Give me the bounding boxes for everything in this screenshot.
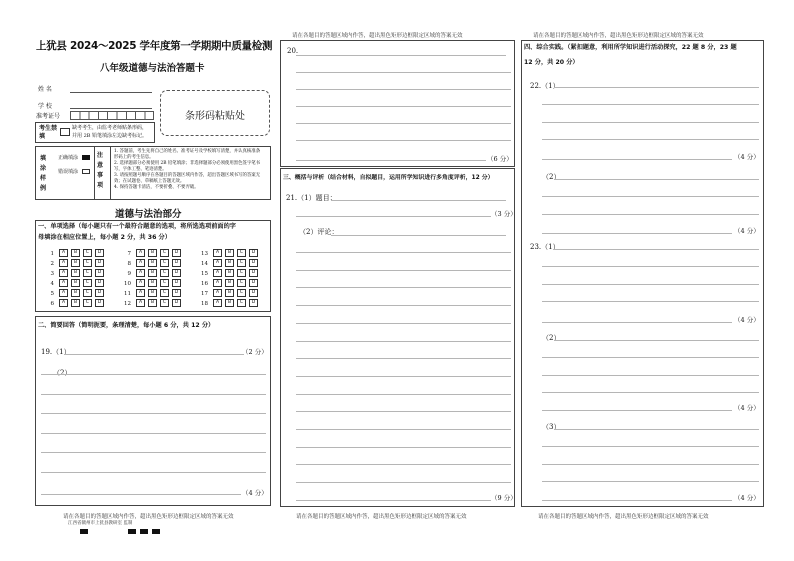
mc-question-number: 14 (201, 260, 208, 267)
mc-question-number: 8 (127, 260, 131, 267)
mc-question-row (121, 289, 181, 298)
q23-3-points: （4 分） (734, 494, 760, 502)
attention-label: 注意事项 (97, 152, 104, 189)
mc-option-bubble[interactable]: A (59, 279, 68, 287)
mc-option-bubble[interactable]: B (148, 249, 157, 257)
q23-1-label: 23.（1） (530, 243, 560, 251)
answer-line[interactable] (542, 139, 759, 140)
mc-option-bubble[interactable]: D (249, 299, 258, 307)
mc-question-row (198, 279, 258, 288)
top-warning-col3: 请在各题目的答题区域内作答，超出黑色矩形边框限定区域的答案无效 (533, 33, 704, 39)
mc-question-row (198, 249, 258, 258)
q20-label: 20. (287, 47, 299, 55)
section3-box (280, 168, 515, 507)
mc-option-bubble[interactable]: D (95, 259, 104, 267)
answer-line[interactable] (296, 287, 511, 288)
answer-line[interactable] (542, 410, 732, 411)
q19-1-points: （2 分） (242, 348, 268, 356)
barcode-text: 条形码粘贴处 (185, 111, 245, 122)
answer-line[interactable] (296, 323, 511, 324)
answer-line[interactable] (296, 123, 511, 124)
mc-option-bubble[interactable]: C (237, 289, 246, 297)
mc-option-bubble[interactable]: B (71, 259, 80, 267)
answer-line[interactable] (542, 464, 759, 465)
mc-option-bubble[interactable]: C (160, 279, 169, 287)
mc-question-number: 15 (201, 270, 208, 277)
section2-title: 二、简要回答（简明扼要，条理清楚，每小题 6 分，共 12 分） (38, 322, 215, 329)
section4-box (521, 40, 764, 507)
attention-item: 2. 选择题部分必须使用 2B 铅笔填涂；非选择题部分必须使用黑色签字笔书写，字体工整、笔迹清楚。 (114, 161, 261, 172)
mc-option-bubble[interactable]: D (172, 249, 181, 257)
answer-line[interactable] (41, 413, 266, 414)
footer-warning-col2: 请在各题目的答题区域内作答，超出黑色矩形边框限定区域的答案无效 (296, 514, 467, 520)
mc-question-row (121, 299, 181, 308)
mc-option-bubble[interactable]: B (225, 289, 234, 297)
answer-line[interactable] (542, 392, 759, 393)
answer-line[interactable] (296, 358, 511, 359)
q21-1-label: 21.（1）题目： (286, 194, 337, 202)
absent-mark-box[interactable] (60, 128, 70, 136)
answer-line[interactable] (41, 472, 266, 473)
q22-1-label: 22.（1） (530, 82, 560, 90)
answer-line[interactable] (542, 214, 759, 215)
mc-option-bubble[interactable]: C (237, 279, 246, 287)
exam-notice-text-1: 缺考考生，由监考老师贴条形码， (72, 125, 148, 131)
answer-line[interactable] (296, 106, 511, 107)
mc-option-bubble[interactable]: A (136, 259, 145, 267)
attention-item: 3. 请按照题号顺序在各题目的答题区域内作答，超出答题区域书写的答案无效；在试题卷、草稿纸上答题无效。 (114, 173, 261, 184)
mc-option-bubble[interactable]: D (95, 279, 104, 287)
timing-mark (152, 529, 160, 534)
mc-question-row (44, 299, 104, 308)
answer-line[interactable] (296, 464, 511, 465)
answer-line[interactable] (331, 235, 506, 236)
name-field[interactable] (70, 92, 152, 93)
mc-question-row (121, 279, 181, 288)
mc-question-row (44, 289, 104, 298)
mc-option-bubble[interactable]: C (237, 299, 246, 307)
exam-subtitle: 八年级道德与法治答题卡 (100, 63, 205, 74)
answer-line[interactable] (296, 252, 511, 253)
mc-option-bubble[interactable]: D (172, 259, 181, 267)
answer-line[interactable] (41, 494, 241, 495)
answer-line[interactable] (542, 233, 732, 234)
exam-notice-text-2: 并用 2B 铅笔填涂左边缺考标记。 (72, 133, 148, 139)
mc-question-number: 9 (127, 270, 131, 277)
mc-option-bubble[interactable]: D (249, 289, 258, 297)
footer-warning: 请在各题目的答题区域内作答，超出黑色矩形边框限定区域的答案无效 (63, 514, 234, 520)
answer-line[interactable] (542, 301, 759, 302)
q21-2-points: （9 分） (491, 494, 517, 502)
mc-option-bubble[interactable]: A (136, 269, 145, 277)
name-label: 姓 名 (38, 86, 52, 93)
mc-question-row (44, 279, 104, 288)
mc-option-bubble[interactable]: A (59, 259, 68, 267)
mc-question-number: 6 (50, 300, 54, 307)
fill-correct-sample (82, 155, 90, 160)
barcode-area (160, 90, 270, 136)
mc-option-bubble[interactable]: D (172, 269, 181, 277)
mc-option-bubble[interactable]: C (83, 249, 92, 257)
answer-line[interactable] (554, 249, 759, 250)
mc-question-row (121, 269, 181, 278)
answer-line[interactable] (296, 447, 511, 448)
section1-title-1: 一、单项选择（每小题只有一个最符合题意的选项，将所选选项前面的字 (38, 223, 236, 230)
q22-1-points: （4 分） (734, 153, 760, 161)
mc-option-bubble[interactable]: C (160, 289, 169, 297)
answer-line[interactable] (542, 500, 732, 501)
mc-question-number: 18 (201, 300, 208, 307)
mc-option-bubble[interactable]: B (225, 259, 234, 267)
instructions-box (35, 146, 271, 200)
mc-option-bubble[interactable]: D (249, 259, 258, 267)
answer-line[interactable] (542, 266, 759, 267)
mc-option-bubble[interactable]: B (148, 259, 157, 267)
mc-option-bubble[interactable]: C (237, 269, 246, 277)
mc-option-bubble[interactable]: B (148, 299, 157, 307)
mc-question-row (44, 269, 104, 278)
q22-2-label: （2） (542, 173, 561, 181)
ticket-number-boxes[interactable] (70, 111, 154, 120)
fill-wrong-label: 错误填涂 (58, 169, 79, 175)
mc-option-bubble[interactable]: D (172, 289, 181, 297)
answer-line[interactable] (554, 87, 759, 88)
mc-option-bubble[interactable]: D (249, 249, 258, 257)
mc-question-row (198, 259, 258, 268)
mc-option-bubble[interactable]: A (59, 269, 68, 277)
mc-option-bubble[interactable]: B (71, 279, 80, 287)
fill-wrong-sample (82, 169, 90, 174)
mc-question-number: 10 (124, 280, 131, 287)
mc-option-bubble[interactable]: D (95, 249, 104, 257)
top-warning-col2: 请在各题目的答题区域内作答，超出黑色矩形边框限定区域的答案无效 (292, 33, 463, 39)
answer-line[interactable] (542, 159, 732, 160)
answer-line[interactable] (554, 340, 759, 341)
mc-option-bubble[interactable]: A (136, 249, 145, 257)
answer-line[interactable] (296, 72, 511, 73)
answer-line[interactable] (296, 341, 511, 342)
mc-question-number: 11 (124, 290, 131, 297)
mc-option-bubble[interactable]: C (160, 299, 169, 307)
answer-line[interactable] (542, 375, 759, 376)
timing-mark (128, 529, 136, 534)
section1-title-2: 母填涂在相应位置上，每小题 2 分，共 36 分） (38, 234, 171, 241)
answer-line[interactable] (296, 500, 491, 501)
mc-question-number: 17 (201, 290, 208, 297)
answer-line[interactable] (542, 322, 732, 323)
mc-question-number: 1 (50, 250, 54, 257)
mc-option-bubble[interactable]: D (95, 289, 104, 297)
answer-line[interactable] (542, 284, 759, 285)
answer-line[interactable] (296, 429, 511, 430)
fill-sample-label: 填涂样例 (40, 155, 47, 192)
timing-mark (80, 529, 88, 534)
mc-option-bubble[interactable]: A (59, 299, 68, 307)
mc-question-number: 5 (50, 290, 54, 297)
answer-line[interactable] (554, 429, 759, 430)
exam-notice-box (35, 122, 155, 143)
section3-title: 三、概括与评析（结合材料，自拟题目，运用所学知识进行多角度评析，12 分） (283, 175, 494, 181)
mc-option-bubble[interactable]: B (225, 249, 234, 257)
mc-question-number: 7 (127, 250, 131, 257)
mc-question-number: 3 (50, 270, 54, 277)
answer-line[interactable] (554, 179, 759, 180)
mc-option-bubble[interactable]: C (83, 279, 92, 287)
school-field[interactable] (70, 108, 152, 109)
q23-2-points: （4 分） (734, 404, 760, 412)
answer-line[interactable] (542, 357, 759, 358)
answer-line[interactable] (542, 196, 759, 197)
mc-option-bubble[interactable]: A (213, 259, 222, 267)
mc-option-bubble[interactable]: B (71, 289, 80, 297)
q19-1-label: 19.（1） (41, 348, 71, 356)
answer-line[interactable] (41, 433, 266, 434)
answer-line[interactable] (41, 374, 266, 375)
mc-option-bubble[interactable]: C (237, 259, 246, 267)
attention-item: 1. 答题前，考生先将自己的姓名、准考证号及学校填写清楚，并认真核准条形码上的考生信息。 (114, 149, 261, 160)
mc-option-bubble[interactable]: B (71, 269, 80, 277)
answer-line[interactable] (64, 354, 244, 355)
mc-option-bubble[interactable]: C (83, 269, 92, 277)
mc-option-bubble[interactable]: B (225, 299, 234, 307)
mc-option-bubble[interactable]: D (95, 269, 104, 277)
section4-title-1: 四、综合实践。（紧扣题意，利用所学知识进行活动探究，22 题 8 分，23 题 (524, 44, 737, 51)
mc-question-number: 12 (124, 300, 131, 307)
ticket-label: 准考证号 (36, 113, 61, 120)
mc-option-bubble[interactable]: A (136, 289, 145, 297)
mc-option-bubble[interactable]: B (71, 249, 80, 257)
answer-line[interactable] (296, 140, 511, 141)
q20-points: （6 分） (487, 155, 513, 163)
exam-notice-label: 考生禁填 (39, 125, 58, 140)
mc-option-bubble[interactable]: C (83, 289, 92, 297)
mc-question-row (44, 249, 104, 258)
mc-option-bubble[interactable]: D (95, 299, 104, 307)
section2-box (35, 316, 271, 506)
mc-option-bubble[interactable]: C (83, 299, 92, 307)
mc-question-row (198, 269, 258, 278)
mc-question-row (198, 289, 258, 298)
mc-option-bubble[interactable]: C (160, 259, 169, 267)
fill-correct-label: 正确填涂 (58, 155, 79, 161)
mc-option-bubble[interactable]: A (136, 279, 145, 287)
answer-line[interactable] (296, 216, 491, 217)
exam-title: 上犹县 2024～2025 学年度第一学期期中质量检测 (36, 40, 273, 52)
mc-option-bubble[interactable]: B (148, 289, 157, 297)
q22-2-points: （4 分） (734, 227, 760, 235)
footer-warning-col3: 请在各题目的答题区域内作答，超出黑色矩形边框限定区域的答案无效 (538, 514, 709, 520)
q23-3-label: （3） (542, 423, 561, 431)
mc-option-bubble[interactable]: A (213, 299, 222, 307)
mc-option-bubble[interactable]: C (160, 249, 169, 257)
mc-question-row (121, 249, 181, 258)
school-label: 学 校 (38, 103, 52, 110)
mc-option-bubble[interactable]: D (172, 299, 181, 307)
answer-line[interactable] (296, 411, 511, 412)
mc-option-bubble[interactable]: B (148, 269, 157, 277)
mc-option-bubble[interactable]: A (59, 289, 68, 297)
answer-line[interactable] (296, 376, 511, 377)
timing-mark (140, 529, 148, 534)
mc-option-bubble[interactable]: D (172, 279, 181, 287)
q23-2-label: （2） (542, 334, 561, 342)
part-title: 道德与法治部分 (115, 209, 182, 220)
mc-option-bubble[interactable]: B (225, 269, 234, 277)
q19-2-label: （2） (53, 369, 72, 377)
answer-line[interactable] (542, 122, 759, 123)
answer-line[interactable] (296, 270, 511, 271)
mc-option-bubble[interactable]: C (83, 259, 92, 267)
attention-divider (110, 147, 111, 199)
mc-option-bubble[interactable]: A (213, 279, 222, 287)
section1-box (35, 220, 271, 312)
mc-option-bubble[interactable]: B (225, 279, 234, 287)
mc-question-number: 2 (50, 260, 54, 267)
q21-1-points: （3 分） (491, 210, 517, 218)
mc-option-bubble[interactable]: A (213, 289, 222, 297)
answer-line[interactable] (542, 446, 759, 447)
mc-option-bubble[interactable]: A (59, 249, 68, 257)
q19-2-points: （4 分） (242, 489, 268, 497)
answer-line[interactable] (41, 394, 266, 395)
answer-line[interactable] (296, 55, 506, 56)
answer-line[interactable] (296, 305, 511, 306)
answer-line[interactable] (41, 452, 266, 453)
mc-option-bubble[interactable]: A (213, 249, 222, 257)
publisher: 江西省赣州市上犹县教研室 监制 (68, 521, 133, 526)
answer-line[interactable] (296, 482, 511, 483)
q21-2-label: （2）评论： (299, 228, 339, 236)
mc-option-bubble[interactable]: B (71, 299, 80, 307)
answer-line[interactable] (331, 200, 506, 201)
q20-box (280, 40, 515, 167)
mc-question-number: 13 (201, 250, 208, 257)
mc-option-bubble[interactable]: D (249, 279, 258, 287)
answer-line[interactable] (542, 104, 759, 105)
answer-line[interactable] (296, 394, 511, 395)
mc-option-bubble[interactable]: D (249, 269, 258, 277)
mc-question-row (121, 259, 181, 268)
attention-item: 4. 保持答题卡清洁，不要折叠、不要弄破。 (114, 185, 199, 190)
mc-option-bubble[interactable]: C (237, 249, 246, 257)
answer-line[interactable] (542, 481, 759, 482)
mc-option-bubble[interactable]: C (160, 269, 169, 277)
q23-1-points: （4 分） (734, 316, 760, 324)
attention-list (114, 149, 264, 191)
mc-question-number: 4 (50, 280, 54, 287)
mc-question-number: 16 (201, 280, 208, 287)
answer-line[interactable] (296, 160, 486, 161)
mc-question-row (44, 259, 104, 268)
mc-option-bubble[interactable]: A (213, 269, 222, 277)
mc-option-bubble[interactable]: A (136, 299, 145, 307)
mc-option-bubble[interactable]: B (148, 279, 157, 287)
instructions-divider (94, 147, 95, 199)
answer-line[interactable] (296, 89, 511, 90)
mc-question-row (198, 299, 258, 308)
section4-title-2: 12 分，共 20 分） (524, 59, 579, 66)
